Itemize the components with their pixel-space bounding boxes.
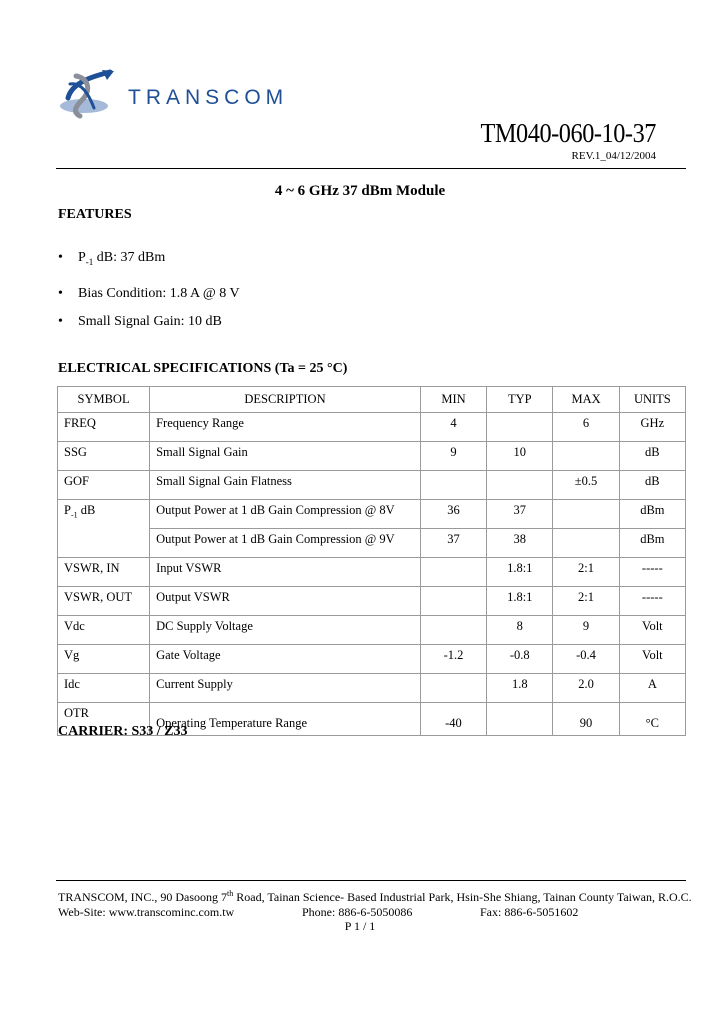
cell-min xyxy=(420,616,486,645)
cell-description: Input VSWR xyxy=(150,558,421,587)
cell-min xyxy=(420,558,486,587)
footer-address-a: , 90 Dasoong 7 xyxy=(154,890,228,904)
specs-heading: ELECTRICAL SPECIFICATIONS (Ta = 25 °C) xyxy=(58,361,348,376)
cell-symbol: Idc xyxy=(58,674,150,703)
cell-description: Output Power at 1 dB Gain Compression @ 8V xyxy=(150,500,421,529)
cell-symbol: Vdc xyxy=(58,616,150,645)
cell-description: Output Power at 1 dB Gain Compression @ 9V xyxy=(150,529,421,558)
cell-units: Volt xyxy=(619,616,685,645)
cell-units: dBm xyxy=(619,500,685,529)
table-row xyxy=(58,529,686,558)
cell-min: -40 xyxy=(420,703,486,736)
footer-website: Web-Site: www.transcominc.com.tw xyxy=(58,905,235,919)
cell-typ: -0.8 xyxy=(487,645,553,674)
footer-divider xyxy=(56,880,686,881)
feature-bias xyxy=(58,286,240,302)
transcom-logo-icon xyxy=(58,68,120,120)
cell-description: DC Supply Voltage xyxy=(150,616,421,645)
revision: REV.1_04/12/2004 xyxy=(571,150,656,162)
cell-description: Current Supply xyxy=(150,674,421,703)
cell-typ xyxy=(487,471,553,500)
cell-min: 9 xyxy=(420,442,486,471)
document-title: 4 ~ 6 GHz 37 dBm Module xyxy=(274,183,446,199)
cell-units: dB xyxy=(619,442,685,471)
feature-p1db xyxy=(58,250,165,267)
footer-fax: Fax: 886-6-5051602 xyxy=(480,905,579,919)
carrier-info: CARRIER: S33 / Z33 xyxy=(58,724,188,739)
column-header: DESCRIPTION xyxy=(150,387,421,413)
cell-description: Operating Temperature Range xyxy=(150,703,421,736)
header-divider xyxy=(56,168,686,169)
cell-typ: 1.8:1 xyxy=(487,587,553,616)
cell-typ: 38 xyxy=(487,529,553,558)
cell-max: 90 xyxy=(553,703,619,736)
cell-max: -0.4 xyxy=(553,645,619,674)
cell-typ: 10 xyxy=(487,442,553,471)
page-number: P 1 / 1 xyxy=(344,919,376,933)
cell-description: Small Signal Gain xyxy=(150,442,421,471)
table-row xyxy=(58,587,686,616)
cell-min: -1.2 xyxy=(420,645,486,674)
cell-max: 9 xyxy=(553,616,619,645)
feature-p1db-sub: -1 xyxy=(85,256,94,267)
table-header-row xyxy=(58,387,686,413)
part-number: TM040-060-10-37 xyxy=(480,118,656,148)
cell-min: 36 xyxy=(420,500,486,529)
column-header: MIN xyxy=(420,387,486,413)
cell-symbol: GOF xyxy=(58,471,150,500)
cell-description: Gate Voltage xyxy=(150,645,421,674)
cell-symbol xyxy=(58,500,150,558)
footer-address xyxy=(58,889,692,905)
feature-p1db-suffix: dB: 37 dBm xyxy=(93,250,166,265)
cell-description: Output VSWR xyxy=(150,587,421,616)
cell-max xyxy=(553,529,619,558)
column-header: SYMBOL xyxy=(58,387,150,413)
table-row xyxy=(58,674,686,703)
cell-min: 37 xyxy=(420,529,486,558)
cell-min xyxy=(420,674,486,703)
company-logo xyxy=(58,68,318,126)
footer-company: TRANSCOM, INC. xyxy=(58,890,155,904)
cell-symbol: OTR xyxy=(58,703,150,736)
cell-max xyxy=(553,500,619,529)
symbol-prefix: P xyxy=(64,503,71,517)
cell-units: GHz xyxy=(619,413,685,442)
symbol-sub: -1 xyxy=(70,510,78,520)
cell-max: 2.0 xyxy=(553,674,619,703)
table-row xyxy=(58,442,686,471)
cell-typ: 1.8 xyxy=(487,674,553,703)
cell-units: ----- xyxy=(619,587,685,616)
cell-max: 2:1 xyxy=(553,558,619,587)
cell-description: Small Signal Gain Flatness xyxy=(150,471,421,500)
feature-bias-text: Bias Condition: 1.8 A @ 8 V xyxy=(78,286,240,301)
footer-phone: Phone: 886-6-5050086 xyxy=(302,905,413,919)
cell-description: Frequency Range xyxy=(150,413,421,442)
cell-units: dB xyxy=(619,471,685,500)
cell-units: A xyxy=(619,674,685,703)
bullet: • xyxy=(58,286,63,301)
cell-typ: 1.8:1 xyxy=(487,558,553,587)
table-row xyxy=(58,558,686,587)
feature-p1db-prefix: P xyxy=(78,250,86,265)
cell-max xyxy=(553,442,619,471)
column-header: TYP xyxy=(487,387,553,413)
cell-units: dBm xyxy=(619,529,685,558)
cell-max: 2:1 xyxy=(553,587,619,616)
cell-min xyxy=(420,471,486,500)
cell-units: °C xyxy=(619,703,685,736)
column-header: UNITS xyxy=(619,387,685,413)
cell-typ xyxy=(487,413,553,442)
cell-symbol: VSWR, OUT xyxy=(58,587,150,616)
cell-typ: 37 xyxy=(487,500,553,529)
cell-typ xyxy=(487,703,553,736)
cell-min xyxy=(420,587,486,616)
cell-symbol: VSWR, IN xyxy=(58,558,150,587)
cell-symbol: SSG xyxy=(58,442,150,471)
specs-table xyxy=(57,386,686,736)
table-row xyxy=(58,500,686,529)
feature-gain-text: Small Signal Gain: 10 dB xyxy=(78,314,222,329)
cell-symbol: Vg xyxy=(58,645,150,674)
table-row xyxy=(58,616,686,645)
table-row xyxy=(58,645,686,674)
feature-gain xyxy=(58,314,222,330)
symbol-suffix: dB xyxy=(77,503,96,517)
column-header: MAX xyxy=(553,387,619,413)
cell-symbol: FREQ xyxy=(58,413,150,442)
cell-units: Volt xyxy=(619,645,685,674)
cell-min: 4 xyxy=(420,413,486,442)
bullet: • xyxy=(58,250,63,265)
bullet: • xyxy=(58,314,63,329)
footer-address-sup: th xyxy=(227,889,234,898)
table-row xyxy=(58,413,686,442)
table-row xyxy=(58,471,686,500)
cell-typ: 8 xyxy=(487,616,553,645)
features-heading: FEATURES xyxy=(58,207,132,222)
cell-max: 6 xyxy=(553,413,619,442)
cell-units: ----- xyxy=(619,558,685,587)
footer-address-b: Road, Tainan Science- Based Industrial Park, Hsin-She Shiang, Tainan County Taiwan, R.O.C. xyxy=(233,890,692,904)
brand-name: TRANSCOM xyxy=(128,86,289,109)
cell-max: ±0.5 xyxy=(553,471,619,500)
